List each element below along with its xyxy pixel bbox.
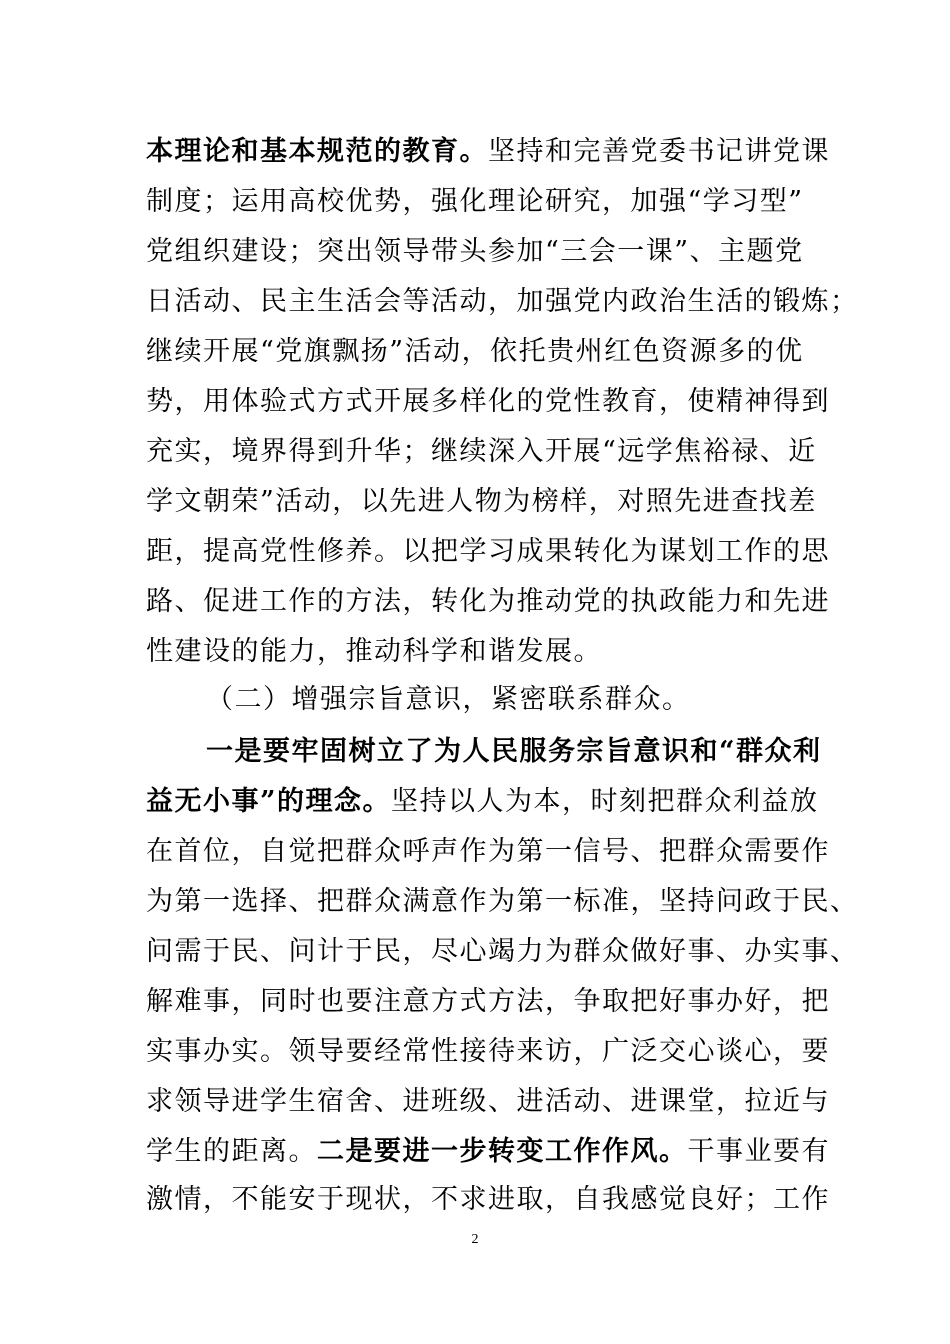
line-text: 学文朝荣”活动，以先进人物为榜样，对照先进查找差 [146, 486, 817, 517]
paragraph-line [146, 1134, 830, 1170]
paragraph-line [146, 634, 602, 670]
line-text: 解难事，同时也要注意方式方法，争取把好事办好，把 [146, 986, 830, 1017]
line-text: 势，用体验式方式开展多样化的党性教育，使精神得到 [146, 386, 830, 417]
line-text: 制度；运用高校优势，强化理论研究，加强“学习型” [146, 186, 804, 217]
heading-text: （二）增强宗旨意识，紧密联系群众。 [206, 684, 691, 715]
line-text: 激情，不能安于现状，不求进取，自我感觉良好；工作 [146, 1184, 830, 1215]
paragraph-line [206, 734, 822, 770]
paragraph-line [146, 234, 804, 270]
section-heading [206, 682, 691, 718]
paragraph-line [146, 784, 819, 820]
line-text: 问需于民、问计于民，尽心竭力为群众做好事、办实事、 [146, 936, 859, 967]
bold-lead: 二是要进一步转变工作作风。 [317, 1136, 688, 1167]
paragraph-line [146, 834, 830, 870]
paragraph-line [146, 1034, 830, 1070]
paragraph-line [146, 984, 830, 1020]
line-text: 学生的距离。 [146, 1136, 317, 1167]
paragraph-line [146, 584, 830, 620]
paragraph-line [146, 534, 830, 570]
paragraph-line [146, 384, 830, 420]
bold-lead: 本理论和基本规范的教育。 [146, 136, 488, 167]
line-text: 路、促进工作的方法，转化为推动党的执政能力和先进 [146, 586, 830, 617]
line-text: 坚持以人为本，时刻把群众利益放 [391, 786, 819, 817]
paragraph-line [146, 334, 804, 370]
line-text: 在首位，自觉把群众呼声作为第一信号、把群众需要作 [146, 836, 830, 867]
line-text: 实事办实。领导要经常性接待来访，广泛交心谈心，要 [146, 1036, 830, 1067]
paragraph-line [146, 884, 859, 920]
paragraph-line [146, 434, 817, 470]
paragraph-line [146, 284, 859, 320]
line-text: 求领导进学生宿舍、进班级、进活动、进课堂，拉近与 [146, 1086, 830, 1117]
paragraph-line [146, 134, 830, 170]
bold-lead: 益无小事”的理念。 [146, 786, 392, 817]
paragraph-line [146, 934, 859, 970]
line-text: 干事业要有 [687, 1136, 830, 1167]
paragraph-line [146, 1084, 830, 1120]
page-number: 2 [471, 1232, 479, 1247]
paragraph-line [146, 1182, 830, 1218]
line-text: 坚持和完善党委书记讲党课 [488, 136, 830, 167]
paragraph-line [146, 184, 804, 220]
bold-lead: 一是要牢固树立了为人民服务宗旨意识和“群众利 [206, 736, 822, 767]
line-text: 继续开展“党旗飘扬”活动，依托贵州红色资源多的优 [146, 336, 804, 367]
line-text: 党组织建设；突出领导带头参加“三会一课”、主题党 [146, 236, 804, 267]
line-text: 距，提高党性修养。以把学习成果转化为谋划工作的思 [146, 536, 830, 567]
line-text: 充实，境界得到升华；继续深入开展“远学焦裕禄、近 [146, 436, 817, 467]
line-text: 为第一选择、把群众满意作为第一标准，坚持问政于民、 [146, 886, 859, 917]
line-text: 日活动、民主生活会等活动，加强党内政治生活的锻炼； [146, 286, 859, 317]
line-text: 性建设的能力，推动科学和谐发展。 [146, 636, 602, 667]
paragraph-line [146, 484, 817, 520]
